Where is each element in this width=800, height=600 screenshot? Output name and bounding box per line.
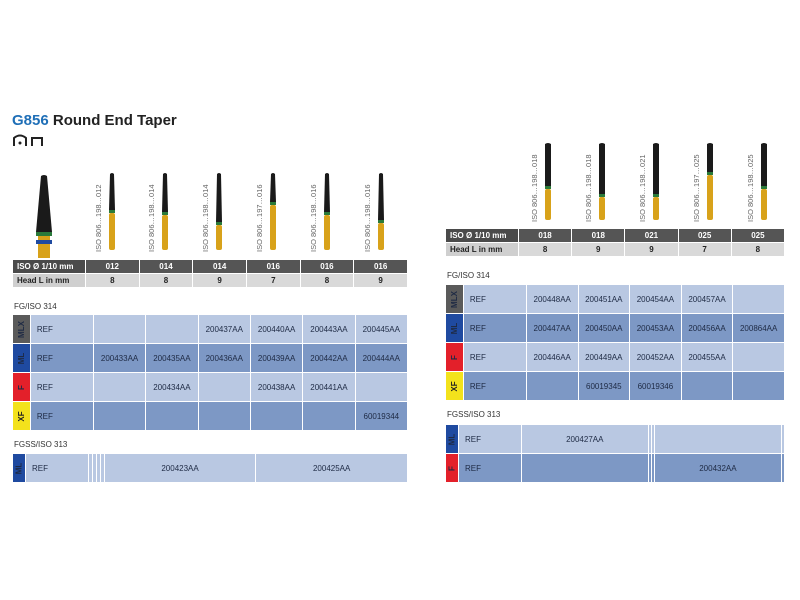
ref-label: REF xyxy=(463,285,526,314)
ref-cell xyxy=(146,315,198,344)
grit-tag-ml xyxy=(446,425,459,454)
ref-cell: 200452AA xyxy=(630,343,682,372)
ref-cell: 200454AA xyxy=(630,285,682,314)
ref-cell: 60019345 xyxy=(578,372,630,401)
ref-cell xyxy=(250,402,302,431)
ref-label: REF xyxy=(30,373,93,402)
head-value: 8 xyxy=(731,243,784,257)
grit-tag-xf xyxy=(446,372,464,401)
featured-bur-icon xyxy=(32,174,56,258)
ref-label: REF xyxy=(30,402,93,431)
head-value: 7 xyxy=(678,243,731,257)
grit-tag-f xyxy=(13,373,31,402)
ref-cell xyxy=(781,454,784,483)
ref-cell: 200438AA xyxy=(250,373,302,402)
ref-cell: 200427AA xyxy=(522,425,649,454)
bur-icon xyxy=(266,172,280,252)
right-head-row xyxy=(446,243,785,257)
iso-label: ISO 806…197…025 xyxy=(692,154,701,222)
iso-value: 021 xyxy=(625,229,678,243)
head-value: 8 xyxy=(139,274,193,288)
table-row xyxy=(13,402,408,431)
grit-tag-ml xyxy=(13,454,26,483)
ref-cell xyxy=(526,372,578,401)
right-section-fgss: FGSS/ISO 313 xyxy=(447,410,501,419)
grit-tag-f xyxy=(446,343,464,372)
bur-icon xyxy=(541,142,555,222)
grit-tag-mlx xyxy=(446,285,464,314)
left-head-row xyxy=(13,274,408,288)
ref-cell: 200445AA xyxy=(355,315,407,344)
iso-label: ISO 806…198…018 xyxy=(584,154,593,222)
table-row xyxy=(446,314,785,343)
ref-cell: 200423AA xyxy=(104,454,256,483)
ref-cell xyxy=(198,373,250,402)
left-spec-table xyxy=(12,259,408,288)
ref-cell xyxy=(733,343,785,372)
iso-value: 018 xyxy=(572,229,625,243)
iso-label: ISO 806…197…016 xyxy=(255,184,264,252)
ref-cell: 200439AA xyxy=(250,344,302,373)
handpiece-icons xyxy=(12,134,52,148)
iso-value: 025 xyxy=(731,229,784,243)
ref-cell: 200450AA xyxy=(578,314,630,343)
iso-label: ISO 806…198…012 xyxy=(94,184,103,252)
grit-tag-f xyxy=(446,454,459,483)
ref-cell xyxy=(93,315,145,344)
ref-label: REF xyxy=(26,454,89,483)
head-value: 8 xyxy=(86,274,140,288)
iso-value: 025 xyxy=(678,229,731,243)
iso-label: ISO 806…198…025 xyxy=(746,154,755,222)
bur-icon xyxy=(105,172,119,252)
bur-icon xyxy=(374,172,388,252)
product-name: Round End Taper xyxy=(52,112,177,129)
ref-cell: 200440AA xyxy=(250,315,302,344)
table-row xyxy=(446,372,785,401)
ref-cell: 200443AA xyxy=(303,315,355,344)
grit-tag-label: MLX xyxy=(449,290,459,308)
left-fg-table xyxy=(12,314,408,431)
head-value: 9 xyxy=(354,274,408,288)
table-row xyxy=(13,344,408,373)
iso-value: 018 xyxy=(519,229,572,243)
bur-icon xyxy=(212,172,226,252)
ref-cell: 200442AA xyxy=(303,344,355,373)
iso-label: ISO 806…198…021 xyxy=(638,154,647,222)
iso-value: 016 xyxy=(246,260,300,274)
ref-cell: 200441AA xyxy=(303,373,355,402)
left-iso-row xyxy=(13,260,408,274)
left-section-fg: FG/ISO 314 xyxy=(14,302,57,311)
grit-tag-label: F xyxy=(16,384,26,390)
ref-cell xyxy=(355,373,407,402)
grit-tag-label: XF xyxy=(16,410,26,422)
ref-cell: 200455AA xyxy=(681,343,733,372)
ref-cell xyxy=(93,373,145,402)
ref-cell: 200433AA xyxy=(93,344,145,373)
ref-cell xyxy=(733,372,785,401)
grit-tag-label: F xyxy=(449,354,459,360)
ref-label: REF xyxy=(459,454,522,483)
grit-tag-label: F xyxy=(447,465,457,471)
iso-label: ISO 806…198…014 xyxy=(147,184,156,252)
iso-value: 012 xyxy=(86,260,140,274)
ref-cell: 200449AA xyxy=(578,343,630,372)
iso-label: ISO 806…198…014 xyxy=(201,184,210,252)
ref-label: REF xyxy=(463,314,526,343)
ref-cell: 200447AA xyxy=(526,314,578,343)
head-value: 8 xyxy=(300,274,354,288)
ref-cell xyxy=(146,402,198,431)
ref-cell: 60019344 xyxy=(355,402,407,431)
right-iso-row xyxy=(446,229,785,243)
iso-value: 016 xyxy=(354,260,408,274)
ref-label: REF xyxy=(30,344,93,373)
ref-cell: 200456AA xyxy=(681,314,733,343)
iso-value: 014 xyxy=(193,260,247,274)
grit-tag-label: MLX xyxy=(16,320,26,338)
bur-icon xyxy=(320,172,334,252)
bur-icon xyxy=(649,142,663,222)
iso-label: ISO 806…198…018 xyxy=(530,154,539,222)
left-fgss-table xyxy=(12,453,408,483)
head-row-label: Head L in mm xyxy=(13,274,86,288)
grit-tag-label: XF xyxy=(449,380,459,392)
ref-cell: 200425AA xyxy=(256,454,408,483)
head-value: 8 xyxy=(519,243,572,257)
table-row xyxy=(446,285,785,314)
table-row xyxy=(446,425,785,454)
head-value: 9 xyxy=(193,274,247,288)
bur-icon xyxy=(757,142,771,222)
ref-cell xyxy=(733,285,785,314)
ref-cell: 200453AA xyxy=(630,314,682,343)
grit-tag-ml xyxy=(446,314,464,343)
right-fgss-table xyxy=(445,424,785,483)
product-code: G856 xyxy=(12,112,49,129)
ref-cell xyxy=(198,402,250,431)
ref-label: REF xyxy=(463,372,526,401)
head-value: 7 xyxy=(246,274,300,288)
ref-cell: 200444AA xyxy=(355,344,407,373)
ref-cell: 200451AA xyxy=(578,285,630,314)
ref-label: REF xyxy=(459,425,522,454)
iso-label: ISO 806…198…016 xyxy=(309,184,318,252)
left-section-fgss: FGSS/ISO 313 xyxy=(14,440,68,449)
iso-row-label: ISO Ø 1/10 mm xyxy=(446,229,519,243)
bur-icon xyxy=(703,142,717,222)
grit-tag-label: ML xyxy=(14,462,24,474)
right-fg-table xyxy=(445,284,785,401)
ref-cell: 200436AA xyxy=(198,344,250,373)
ref-label: REF xyxy=(463,343,526,372)
ref-cell xyxy=(681,372,733,401)
ref-label: REF xyxy=(30,315,93,344)
ref-cell: 200435AA xyxy=(146,344,198,373)
table-row xyxy=(446,343,785,372)
ref-cell: 200864AA xyxy=(733,314,785,343)
head-value: 9 xyxy=(572,243,625,257)
ref-cell: 200434AA xyxy=(146,373,198,402)
bur-icon xyxy=(595,142,609,222)
ref-cell: 200432AA xyxy=(655,454,782,483)
grit-tag-label: ML xyxy=(447,433,457,445)
grit-tag-label: ML xyxy=(449,322,459,334)
ref-cell: 200457AA xyxy=(681,285,733,314)
ref-cell: 200446AA xyxy=(526,343,578,372)
page-title xyxy=(12,112,177,129)
ref-cell xyxy=(303,402,355,431)
grit-tag-mlx xyxy=(13,315,31,344)
iso-row-label: ISO Ø 1/10 mm xyxy=(13,260,86,274)
table-row xyxy=(13,315,408,344)
iso-value: 016 xyxy=(300,260,354,274)
head-value: 9 xyxy=(625,243,678,257)
iso-label: ISO 806…198…016 xyxy=(363,184,372,252)
ref-cell xyxy=(522,454,649,483)
ref-cell: 200437AA xyxy=(198,315,250,344)
ref-cell: 200448AA xyxy=(526,285,578,314)
grit-tag-xf xyxy=(13,402,31,431)
table-row xyxy=(446,454,785,483)
grit-tag-label: ML xyxy=(16,352,26,364)
table-row xyxy=(13,373,408,402)
iso-value: 014 xyxy=(139,260,193,274)
right-spec-table xyxy=(445,228,785,257)
head-row-label: Head L in mm xyxy=(446,243,519,257)
ref-cell xyxy=(781,425,784,454)
grit-tag-ml xyxy=(13,344,31,373)
bur-icon xyxy=(158,172,172,252)
table-row xyxy=(13,454,408,483)
right-section-fg: FG/ISO 314 xyxy=(447,271,490,280)
ref-cell xyxy=(93,402,145,431)
ref-cell: 60019346 xyxy=(630,372,682,401)
ref-cell xyxy=(655,425,782,454)
